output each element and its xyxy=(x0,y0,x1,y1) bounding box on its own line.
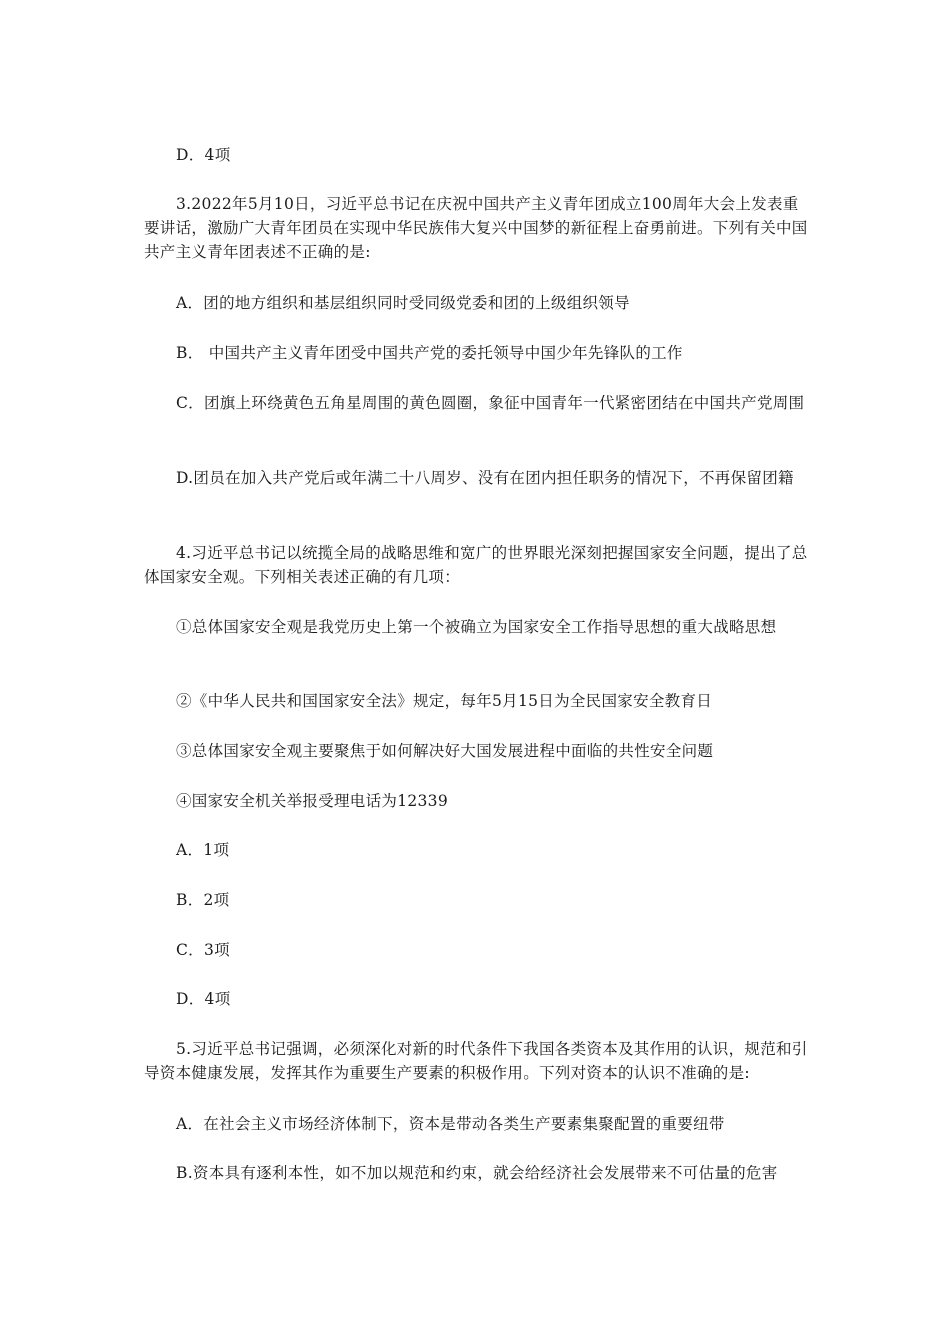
question-4: 4.习近平总书记以统揽全局的战略思维和宽广的世界眼光深刻把握国家安全问题，提出了总体国家安全观。下列相关表述正确的有几项： xyxy=(144,544,808,586)
statement-1-q4: ①总体国家安全观是我党历史上第一个被确立为国家安全工作指导思想的重大战略思想 xyxy=(176,618,777,636)
option-d-q2: D．4项 xyxy=(176,146,231,164)
option-c-q4: C．3项 xyxy=(176,941,230,959)
option-b-q3: B． 中国共产主义青年团受中国共产党的委托领导中国少年先锋队的工作 xyxy=(176,344,683,362)
option-a-q5: A．在社会主义市场经济体制下，资本是带动各类生产要素集聚配置的重要纽带 xyxy=(176,1115,725,1133)
statement-4-q4: ④国家安全机关举报受理电话为12339 xyxy=(176,792,449,810)
option-c-q3: C．团旗上环绕黄色五角星周围的黄色圆圈，象征中国青年一代紧密团结在中国共产党周围 xyxy=(176,394,805,412)
option-d-q3: D.团员在加入共产党后或年满二十八周岁、没有在团内担任职务的情况下，不再保留团籍 xyxy=(176,469,794,487)
option-b-q4: B．2项 xyxy=(176,891,230,909)
statement-3-q4: ③总体国家安全观主要聚焦于如何解决好大国发展进程中面临的共性安全问题 xyxy=(176,742,714,760)
question-3: 3.2022年5月10日，习近平总书记在庆祝中国共产主义青年团成立100周年大会上发表重要讲话，激励广大青年团员在实现中华民族伟大复兴中国梦的新征程上奋勇前进。下列有关中国共产主义青年团表述不正确的是: xyxy=(144,195,808,261)
option-b-q5: B.资本具有逐利本性，如不加以规范和约束，就会给经济社会发展带来不可估量的危害 xyxy=(176,1164,778,1182)
option-a-q4: A．1项 xyxy=(176,841,230,859)
option-d-q4: D．4项 xyxy=(176,990,231,1008)
statement-2-q4: ②《中华人民共和国国家安全法》规定，每年5月15日为全民国家安全教育日 xyxy=(176,692,713,710)
option-a-q3: A．团的地方组织和基层组织同时受同级党委和团的上级组织领导 xyxy=(176,294,630,312)
question-5: 5.习近平总书记强调，必须深化对新的时代条件下我国各类资本及其作用的认识，规范和引导资本健康发展，发挥其作为重要生产要素的积极作用。下列对资本的认识不准确的是: xyxy=(144,1040,808,1082)
